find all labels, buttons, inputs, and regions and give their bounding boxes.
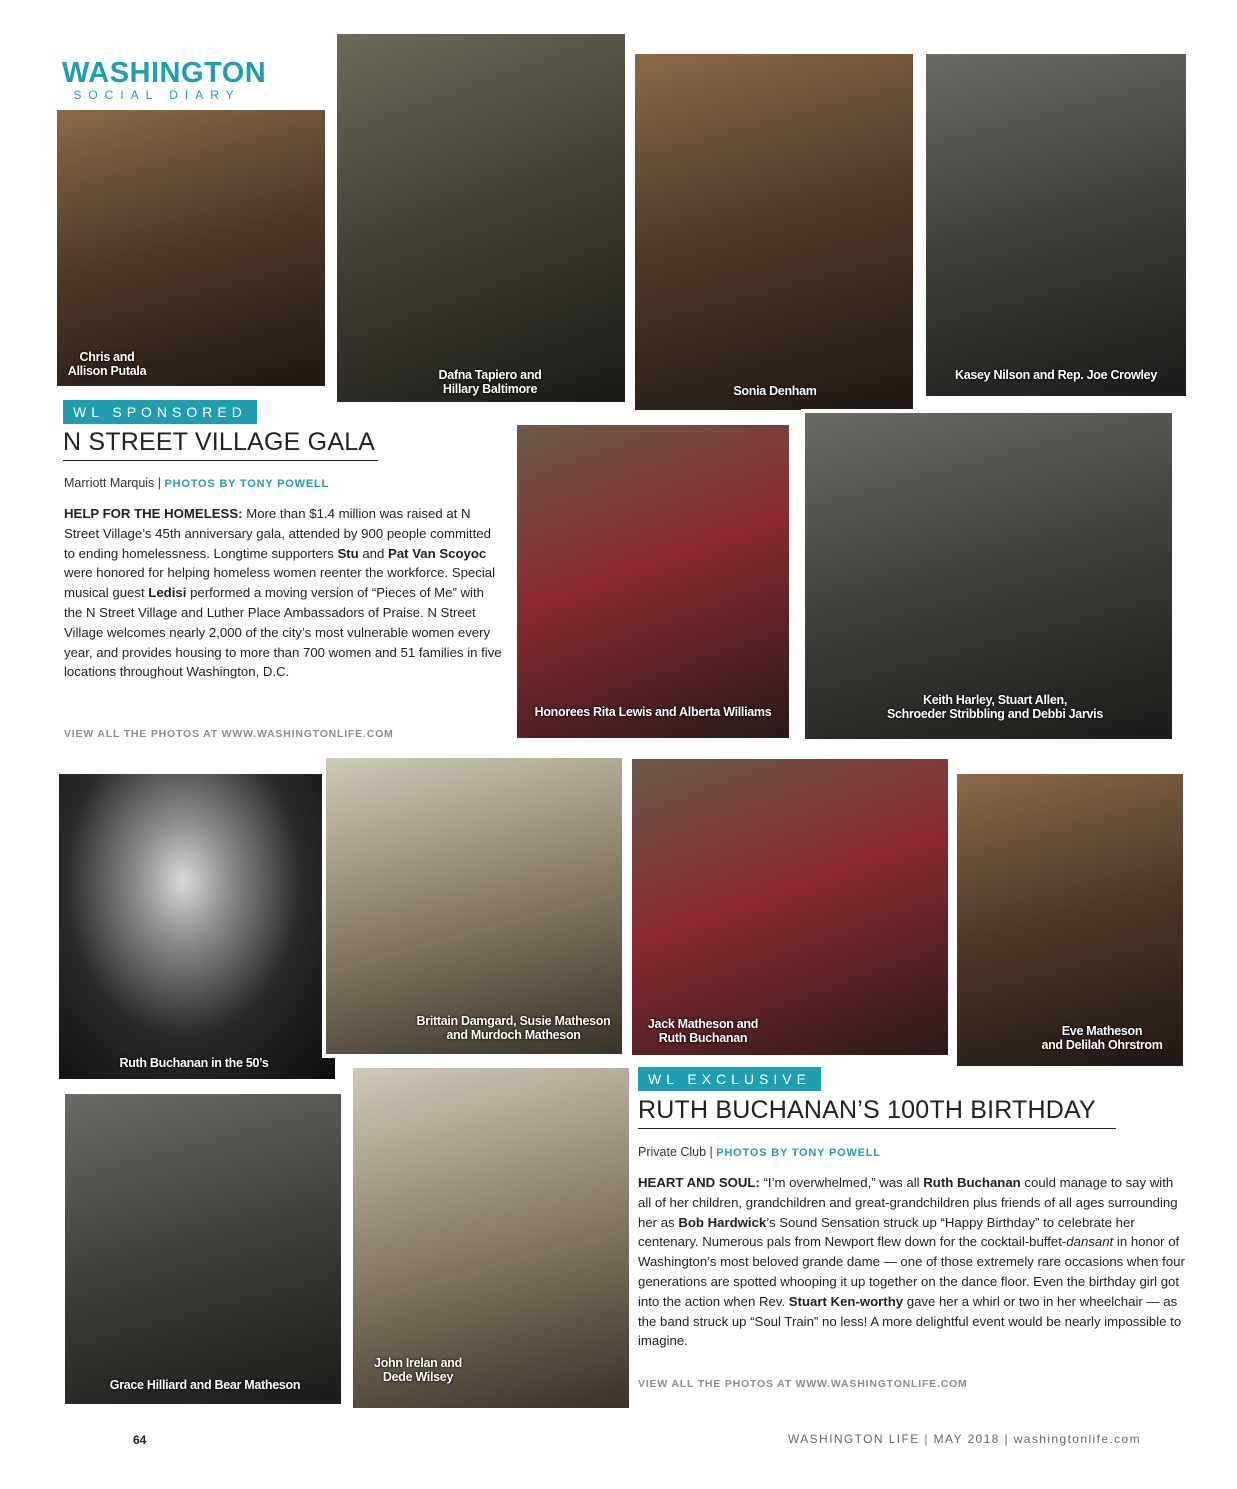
gala-venue: Marriott Marquis | PHOTOS BY TONY POWELL: [64, 476, 330, 490]
photo-jack-ruth: [628, 755, 952, 1059]
photo-credit: PHOTOS BY TONY POWELL: [716, 1147, 881, 1159]
photo-eve-delilah: [953, 770, 1187, 1070]
caption-damgard-matheson: Brittain Damgard, Susie Matheson and Murdoch Matheson: [416, 1014, 611, 1042]
photo-harley-group: [801, 409, 1176, 743]
birthday-article-text: HEART AND SOUL: “I’m overwhelmed,” was all Ruth Buchanan could manage to say with all of her children, grandchildren and great-grandchildren plus friends of all ages surrounding her as Bob Hardwick’s Sound Sensation struck up “Happy Birthday” to celebrate her centenary. Numerous pals from Newport flew down for the cocktail-buffet-dansant in honor of Washington’s most beloved grande dame — one of those extremely rare occasions when four generations are spotted whooping it up together on the dance floor. Even the birthday girl got into the action when Rev. Stuart Ken-worthy gave her a whirl or two in her wheelchair — as the band struck up “Soul Train” no less! A more delightful event would be nearly impossible to imagine.: [638, 1175, 1185, 1349]
gala-title: N STREET VILLAGE GALA: [63, 427, 378, 461]
caption-jack-ruth: Jack Matheson and Ruth Buchanan: [647, 1017, 759, 1045]
caption-putala: Chris and Allison Putala: [67, 350, 147, 378]
publication-logo: [62, 57, 267, 102]
birthday-view-all-link[interactable]: VIEW ALL THE PHOTOS AT WWW.WASHINGTONLIFE.COM: [638, 1378, 968, 1390]
caption-irelan-wilsey: John Irelan and Dede Wilsey: [374, 1356, 462, 1384]
photo-denham: [631, 50, 917, 414]
caption-denham: Sonia Denham: [733, 384, 817, 398]
page-number: 64: [133, 1433, 147, 1447]
caption-lewis-williams: Honorees Rita Lewis and Alberta Williams: [534, 705, 772, 719]
photo-irelan-wilsey: [349, 1064, 633, 1412]
caption-eve-delilah: Eve Matheson and Delilah Ohrstrom: [1041, 1024, 1163, 1052]
birthday-venue: Private Club | PHOTOS BY TONY POWELL: [638, 1145, 881, 1159]
photo-lewis-williams: [513, 421, 793, 742]
photo-credit: PHOTOS BY TONY POWELL: [164, 478, 330, 490]
birthday-title: RUTH BUCHANAN’S 100TH BIRTHDAY: [638, 1095, 1116, 1129]
photo-nilson-crowley: [922, 50, 1190, 400]
caption-tapiero-baltimore: Dafna Tapiero and Hillary Baltimore: [438, 368, 542, 396]
photo-putala: [53, 106, 329, 390]
photo-buchanan-50s: [55, 770, 339, 1083]
photo-hilliard-matheson: [61, 1090, 345, 1408]
gala-view-all-link[interactable]: VIEW ALL THE PHOTOS AT WWW.WASHINGTONLIFE.COM: [64, 728, 394, 740]
gala-article-text: HELP FOR THE HOMELESS: More than $1.4 million was raised at N Street Village’s 45th anniversary gala, attended by 900 people committed to ending homelessness. Longtime supporters Stu and Pat Van Scoyoc were honored for helping homeless women reenter the workforce. Special musical guest Ledisi performed a moving version of “Pieces of Me” with the N Street Village and Luther Place Ambassadors of Praise. N Street Village welcomes nearly 2,000 of the city’s most vulnerable women every year, and provides housing to more than 700 women and 51 families in five locations throughout Washington, D.C.: [64, 506, 502, 680]
logo-subtitle: SOCIAL DIARY: [73, 88, 241, 102]
caption-harley-group: Keith Harley, Stuart Allen, Schroeder Stribbling and Debbi Jarvis: [886, 693, 1104, 721]
photo-damgard-matheson: [322, 754, 626, 1058]
exclusive-label: WL EXCLUSIVE: [638, 1067, 821, 1091]
caption-hilliard-matheson: Grace Hilliard and Bear Matheson: [109, 1378, 301, 1392]
sponsored-label: WL SPONSORED: [63, 400, 257, 424]
caption-nilson-crowley: Kasey Nilson and Rep. Joe Crowley: [955, 368, 1157, 382]
logo-wordmark: WASHINGTON: [62, 57, 267, 89]
photo-tapiero-baltimore: [333, 30, 629, 406]
caption-buchanan-50s: Ruth Buchanan in the 50’s: [119, 1056, 269, 1070]
footer-folio: WASHINGTON LIFE | MAY 2018 | washingtonlife.com: [787, 1432, 1141, 1446]
